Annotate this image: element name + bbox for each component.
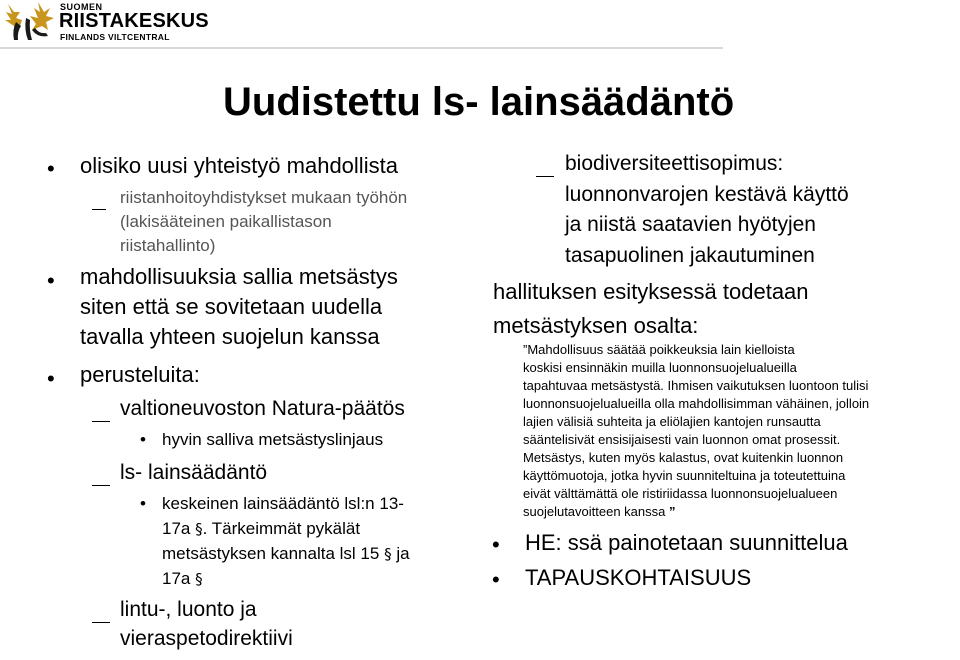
dash-marker xyxy=(92,473,110,491)
logo-riistakeskus-text: RIISTAKESKUS xyxy=(59,10,209,32)
biodiversity-line4: tasapuolinen jakautuminen xyxy=(565,244,815,267)
dash-marker xyxy=(536,164,554,182)
quote-line1: ”Mahdollisuus säätää poikkeuksia lain kielloista xyxy=(523,342,795,357)
header-divider xyxy=(0,47,723,49)
quote-line4: luonnonsuojelualueilla olla mahdollisimman vähäinen, jolloin xyxy=(523,396,870,411)
quote-line7: Metsästys, kuten myös kalastus, ovat kuitenkin luonnon xyxy=(523,450,844,465)
section-sign-icon: § xyxy=(195,520,203,538)
slide-title: Uudistettu ls- lainsäädäntö xyxy=(223,80,735,124)
government-bill-line1: hallituksen esityksessä todetaan xyxy=(493,279,809,304)
bullet-marker: • xyxy=(47,366,55,391)
sub-natura: valtioneuvoston Natura-päätös xyxy=(120,397,405,420)
sub-natura-detail: hyvin salliva metsästyslinjaus xyxy=(162,430,384,449)
sub-directives-line1: lintu-, luonto ja xyxy=(120,598,257,621)
quote-line8: käyttömuotoja, jotka hyvin suunniteltuina ja toteutettuina xyxy=(523,468,846,483)
sub-rhy-line2: (lakisääteinen paikallistason xyxy=(120,212,332,231)
bullet-marker-small: • xyxy=(140,494,146,513)
logo-suomen-text: SUOMEN xyxy=(60,2,103,12)
dash-marker xyxy=(92,610,110,628)
dash-marker xyxy=(92,197,106,215)
bullet-marker: • xyxy=(47,268,55,293)
sub-rhy-line3: riistahallinto) xyxy=(120,236,216,255)
biodiversity-line1: biodiversiteettisopimus: xyxy=(565,152,784,175)
quote-line9: eivät välttämättä ole ristiriidassa luonnonsuojelualueen xyxy=(523,486,838,501)
biodiversity-line3: ja niistä saatavien hyötyjen xyxy=(565,213,816,236)
sub-ls-law: ls- lainsäädäntö xyxy=(120,461,268,484)
bullet-marker: • xyxy=(492,532,500,557)
sub-rhy-line1: riistanhoitoyhdistykset mukaan työhön xyxy=(120,188,408,207)
quote-line3: tapahtuvaa metsästystä. Ihmisen vaikutuksen luontoon tulisi xyxy=(523,378,869,393)
bullet-marker: • xyxy=(47,156,55,181)
logo-subtitle-text: FINLANDS VILTCENTRAL xyxy=(60,32,170,42)
ls-detail-line3: metsästyksen kannalta lsl 15 § ja xyxy=(162,544,410,563)
quote-line6: sääntelisivät ensisijaisesti vain luonnon omat prosessit. xyxy=(523,432,841,447)
bullet-possibilities-line3: tavalla yhteen suojelun kanssa xyxy=(80,324,380,349)
section-sign-icon: § xyxy=(384,545,392,563)
bullet-cooperation: olisiko uusi yhteistyö mahdollista xyxy=(80,153,398,178)
bullet-possibilities-line2: siten että se sovitetaan uudella xyxy=(80,294,383,319)
quote-line5: lajien välisiä suhteita ja eliölajien kantojen runsautta xyxy=(523,414,821,429)
quote-line10: suojelutavoitteen kanssa ” xyxy=(523,504,676,519)
bullet-rationale: perusteluita: xyxy=(80,362,200,387)
bullet-marker-small: • xyxy=(140,430,146,449)
government-bill-line2: metsästyksen osalta: xyxy=(493,313,699,338)
ls-detail-line1: keskeinen lainsäädäntö lsl:n 13- xyxy=(162,494,404,513)
he-planning: HE: ssä painotetaan suunnittelua xyxy=(525,530,848,555)
sub-directives-line2: vieraspetodirektiivi xyxy=(120,627,293,650)
section-sign-icon: § xyxy=(195,570,203,588)
case-by-case: TAPAUSKOHTAISUUS xyxy=(525,565,752,590)
quote-line2: koskisi ensinnäkin muilla luonnonsuojelualueilla xyxy=(523,360,797,375)
ls-detail-line4: 17a § xyxy=(162,569,203,588)
riistakeskus-logo-mark-icon xyxy=(2,0,60,42)
bullet-possibilities-line1: mahdollisuuksia sallia metsästys xyxy=(80,264,398,289)
biodiversity-line2: luonnonvarojen kestävä käyttö xyxy=(565,183,849,206)
ls-detail-line2: 17a §. Tärkeimmät pykälät xyxy=(162,519,361,538)
bullet-marker: • xyxy=(492,567,500,592)
dash-marker xyxy=(92,409,110,427)
